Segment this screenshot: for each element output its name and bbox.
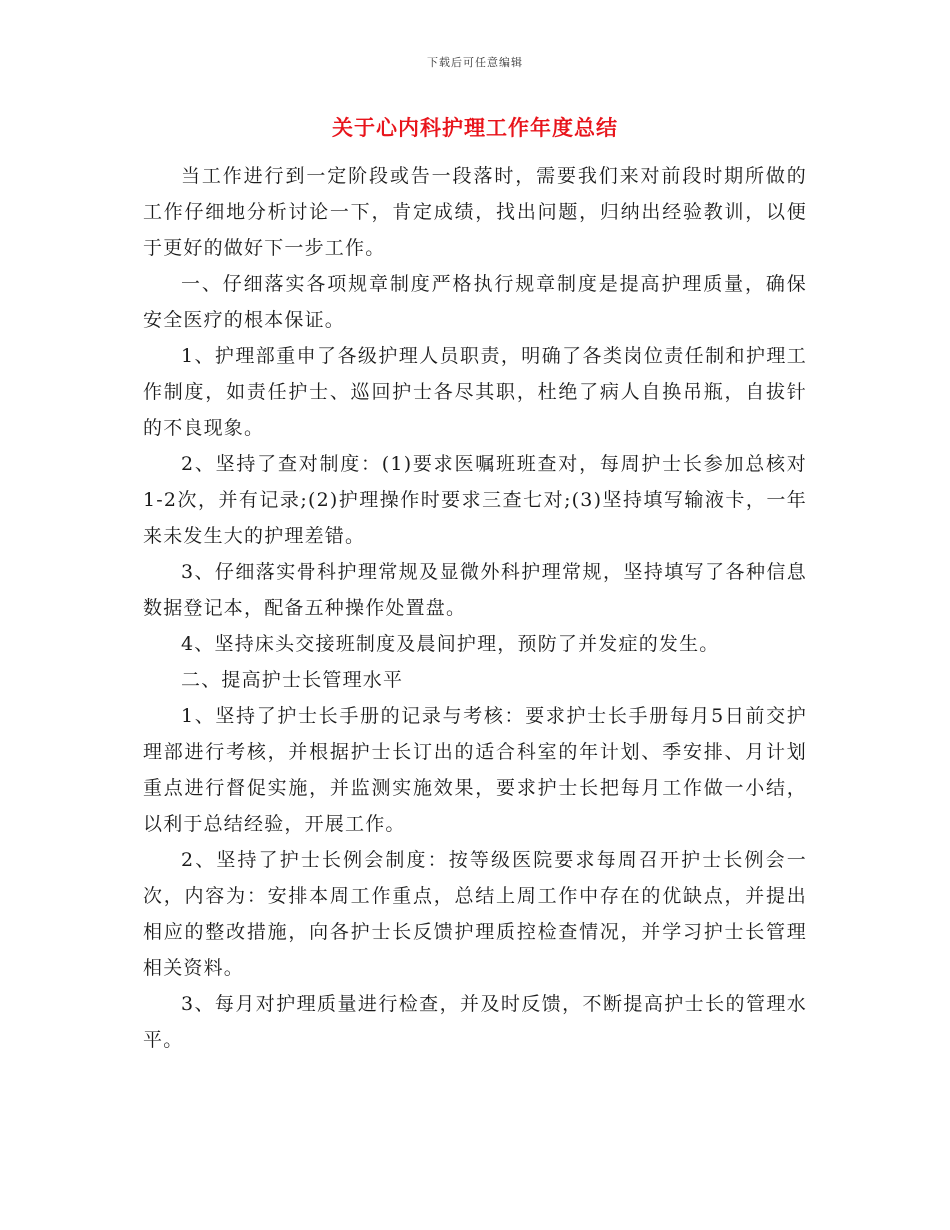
paragraph-section-2-item-3: 3、每月对护理质量进行检查，并及时反馈，不断提高护士长的管理水平。 — [143, 993, 807, 1051]
paragraph-section-1-item-4: 4、坚持床头交接班制度及晨间护理，预防了并发症的发生。 — [181, 633, 720, 655]
paragraph-section-1-item-3: 3、仔细落实骨科护理常规及显微外科护理常规，坚持填写了各种信息数据登记本，配备五种操作处置盘。 — [143, 561, 807, 619]
header-note: 下载后可任意编辑 — [427, 56, 523, 69]
paragraph-section-1-heading: 一、仔细落实各项规章制度严格执行规章制度是提高护理质量，确保安全医疗的根本保证。 — [143, 273, 807, 331]
paragraph-section-1-item-1: 1、护理部重申了各级护理人员职责，明确了各类岗位责任制和护理工作制度，如责任护士、巡回护士各尽其职，杜绝了病人自换吊瓶，自拔针的不良现象。 — [143, 345, 807, 439]
paragraph-section-1-item-2: 2、坚持了查对制度：(1)要求医嘱班班查对，每周护士长参加总核对1-2次，并有记录;(2)护理操作时要求三查七对;(3)坚持填写输液卡，一年来未发生大的护理差错。 — [143, 453, 807, 547]
document-title: 关于心内科护理工作年度总结 — [332, 115, 618, 140]
paragraph-section-2-item-2: 2、坚持了护士长例会制度：按等级医院要求每周召开护士长例会一次，内容为：安排本周工作重点，总结上周工作中存在的优缺点，并提出相应的整改措施，向各护士长反馈护理质控检查情况，并学习护士长管理相关资料。 — [143, 849, 807, 979]
paragraph-section-2-heading: 二、提高护士长管理水平 — [181, 669, 404, 691]
paragraph-section-2-item-1: 1、坚持了护士长手册的记录与考核：要求护士长手册每月5日前交护理部进行考核，并根据护士长订出的适合科室的年计划、季安排、月计划重点进行督促实施，并监测实施效果，要求护士长把每月工作做一小结，以利于总结经验，开展工作。 — [143, 705, 807, 835]
document-body — [143, 158, 807, 1058]
paragraph-intro: 当工作进行到一定阶段或告一段落时，需要我们来对前段时期所做的工作仔细地分析讨论一下，肯定成绩，找出问题，归纳出经验教训，以便于更好的做好下一步工作。 — [143, 165, 807, 259]
